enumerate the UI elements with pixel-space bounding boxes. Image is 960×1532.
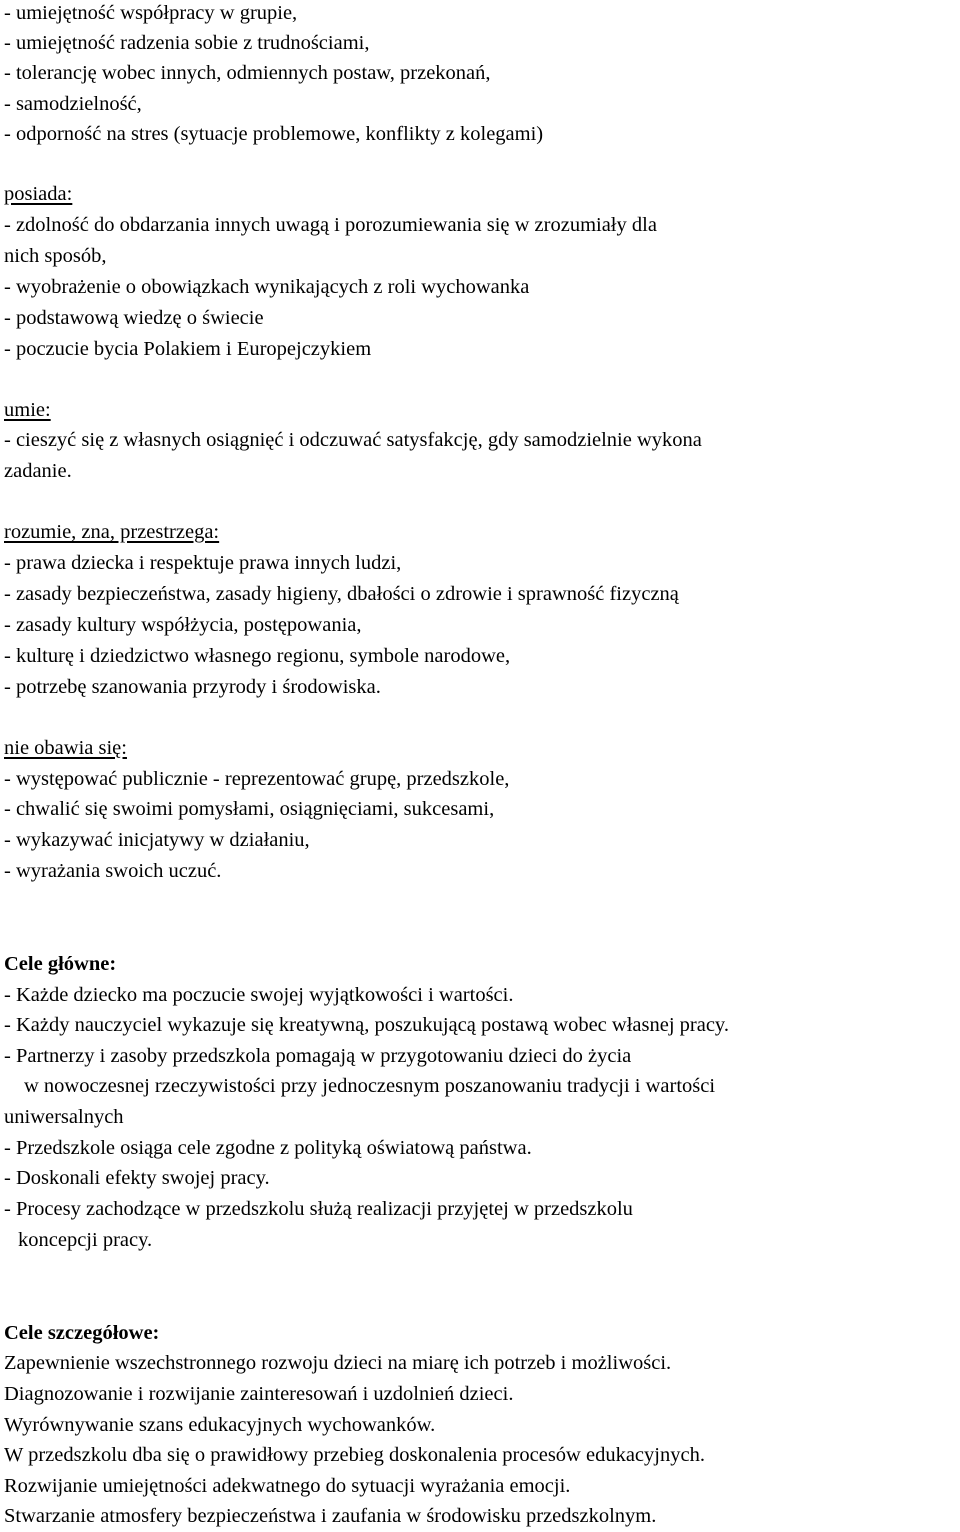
text-line: - wyrażania swoich uczuć. [4,860,222,882]
text-line: - tolerancję wobec innych, odmiennych postaw, przekonań, [4,62,491,84]
text-line: - Każdy nauczyciel wykazuje się kreatywną, poszukującą postawą wobec własnej pracy. [4,1014,729,1036]
text-line: - wyobrażenie o obowiązkach wynikających z roli wychowanka [4,276,530,298]
text-line: - Procesy zachodzące w przedszkolu służą realizacji przyjętej w przedszkolu [4,1198,633,1220]
text-line: Rozwijanie umiejętności adekwatnego do sytuacji wyrażania emocji. [4,1475,571,1497]
text-line: - występować publicznie - reprezentować grupę, przedszkole, [4,768,510,790]
text-line: - prawa dziecka i respektuje prawa innych ludzi, [4,552,402,574]
text-line: - cieszyć się z własnych osiągnięć i odczuwać satysfakcję, gdy samodzielnie wykona [4,429,702,451]
text-line: - Partnerzy i zasoby przedszkola pomagają w przygotowaniu dzieci do życia [4,1045,632,1067]
text-line: Wyrównywanie szans edukacyjnych wychowanków. [4,1414,436,1436]
text-line: - odporność na stres (sytuacje problemowe, konflikty z kolegami) [4,123,544,145]
text-line: - poczucie bycia Polakiem i Europejczykiem [4,338,372,360]
text-line: zadanie. [4,460,72,482]
text-line: Diagnozowanie i rozwijanie zainteresowań i uzdolnień dzieci. [4,1383,514,1405]
text-line: koncepcji pracy. [18,1229,153,1251]
text-line: - Każde dziecko ma poczucie swojej wyjątkowości i wartości. [4,984,514,1006]
text-line: - zdolność do obdarzania innych uwagą i porozumiewania się w zrozumiały dla [4,214,657,236]
text-line: - podstawową wiedzę o świecie [4,307,264,329]
text-line: uniwersalnych [4,1106,124,1128]
text-line: W przedszkolu dba się o prawidłowy przebieg doskonalenia procesów edukacyjnych. [4,1444,705,1466]
text-line: - potrzebę szanowania przyrody i środowiska. [4,676,381,698]
text-line: - zasady bezpieczeństwa, zasady higieny, dbałości o zdrowie i sprawność fizyczną [4,583,679,605]
section-heading-cele-szczegolowe: Cele szczegółowe: [4,1322,160,1344]
text-line: - wykazywać inicjatywy w działaniu, [4,829,310,851]
text-line: Zapewnienie wszechstronnego rozwoju dzieci na miarę ich potrzeb i możliwości. [4,1352,672,1374]
section-heading-cele-glowne: Cele główne: [4,953,117,975]
text-line: - samodzielność, [4,93,142,115]
text-line: Stwarzanie atmosfery bezpieczeństwa i zaufania w środowisku przedszkolnym. [4,1505,657,1527]
text-line: - Przedszkole osiąga cele zgodne z polityką oświatową państwa. [4,1137,532,1159]
section-heading-rozumie: rozumie, zna, przestrzega: [4,521,220,543]
text-line: - umiejętność współpracy w grupie, [4,2,298,24]
text-line: - chwalić się swoimi pomysłami, osiągnięciami, sukcesami, [4,798,495,820]
text-line: - kulturę i dziedzictwo własnego regionu, symbole narodowe, [4,645,511,667]
section-heading-umie: umie: [4,399,51,421]
section-heading-posiada: posiada: [4,183,73,205]
text-line: nich sposób, [4,245,107,267]
text-line: - Doskonali efekty swojej pracy. [4,1167,270,1189]
text-line: - umiejętność radzenia sobie z trudnościami, [4,32,370,54]
text-line: - zasady kultury współżycia, postępowania, [4,614,362,636]
section-heading-nie-obawia: nie obawia się: [4,737,127,759]
text-line: w nowoczesnej rzeczywistości przy jednoczesnym poszanowaniu tradycji i wartości [24,1075,716,1097]
